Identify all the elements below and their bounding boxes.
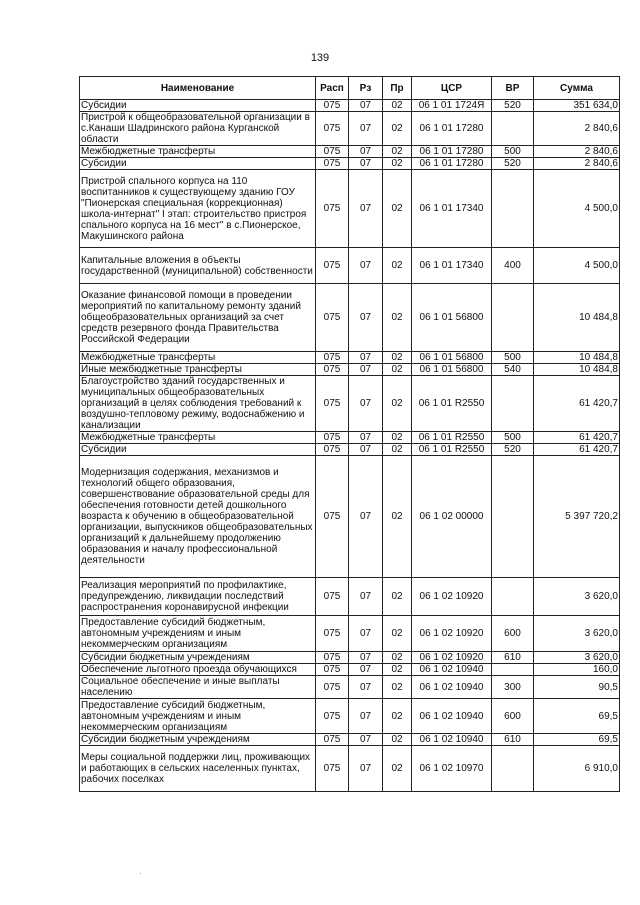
cell-csr: 06 1 01 56800 — [412, 352, 492, 364]
cell-sum: 2 840,6 — [534, 146, 620, 158]
cell-csr: 06 1 02 00000 — [412, 456, 492, 578]
cell-rasp: 075 — [316, 112, 349, 146]
table-row — [80, 170, 620, 248]
cell-rasp: 075 — [316, 146, 349, 158]
cell-sum: 61 420,7 — [534, 444, 620, 456]
budget-table — [79, 76, 620, 792]
cell-vr — [492, 112, 534, 146]
cell-pr: 02 — [383, 158, 412, 170]
cell-name: Субсидии бюджетным учреждениям — [80, 734, 316, 746]
cell-rz: 07 — [349, 146, 383, 158]
cell-vr: 520 — [492, 444, 534, 456]
cell-rasp: 075 — [316, 376, 349, 432]
cell-vr: 600 — [492, 699, 534, 734]
cell-pr: 02 — [383, 352, 412, 364]
table-row — [80, 248, 620, 284]
cell-vr — [492, 578, 534, 616]
column-header-csr: ЦСР — [412, 77, 492, 100]
scan-speck — [140, 873, 141, 874]
cell-rz: 07 — [349, 616, 383, 652]
cell-csr: 06 1 02 10940 — [412, 734, 492, 746]
column-header-sum: Сумма — [534, 77, 620, 100]
cell-vr: 520 — [492, 100, 534, 112]
cell-sum: 3 620,0 — [534, 578, 620, 616]
cell-rasp: 075 — [316, 734, 349, 746]
cell-sum: 61 420,7 — [534, 376, 620, 432]
cell-name: Модернизация содержания, механизмов и технологий общего образования, совершенствование образовательной среды для обеспечения готовности детей дошкольного возраста к обучению в общеобразовательной организации, выпускников общеобразовательных организаций к дальнейшему продолжению образования и началу профессиональной деятельности — [80, 456, 316, 578]
cell-sum: 10 484,8 — [534, 352, 620, 364]
cell-name: Капитальные вложения в объекты государственной (муниципальной) собственности — [80, 248, 316, 284]
cell-rz: 07 — [349, 376, 383, 432]
cell-rasp: 075 — [316, 456, 349, 578]
cell-vr — [492, 664, 534, 676]
cell-rasp: 075 — [316, 676, 349, 699]
cell-csr: 06 1 02 10940 — [412, 664, 492, 676]
cell-name: Оказание финансовой помощи в проведении мероприятий по капитальному ремонту зданий общеобразовательных организаций за счет средств резервного фонда Правительства Российской Федерации — [80, 284, 316, 352]
table-row — [80, 444, 620, 456]
cell-rz: 07 — [349, 284, 383, 352]
cell-rz: 07 — [349, 664, 383, 676]
column-header-vr: ВР — [492, 77, 534, 100]
cell-rz: 07 — [349, 158, 383, 170]
table-row — [80, 664, 620, 676]
cell-sum: 61 420,7 — [534, 432, 620, 444]
cell-csr: 06 1 01 56800 — [412, 284, 492, 352]
cell-csr: 06 1 02 10940 — [412, 676, 492, 699]
cell-pr: 02 — [383, 652, 412, 664]
table-row — [80, 100, 620, 112]
cell-rasp: 075 — [316, 444, 349, 456]
cell-rasp: 075 — [316, 616, 349, 652]
cell-name: Предоставление субсидий бюджетным, автономным учреждениям и иным некоммерческим организациям — [80, 616, 316, 652]
cell-pr: 02 — [383, 444, 412, 456]
cell-pr: 02 — [383, 699, 412, 734]
cell-sum: 4 500,0 — [534, 248, 620, 284]
cell-name: Межбюджетные трансферты — [80, 352, 316, 364]
cell-name: Пристрой к общеобразовательной организации в с.Канаши Шадринского района Курганской области — [80, 112, 316, 146]
cell-sum: 2 840,6 — [534, 158, 620, 170]
cell-rz: 07 — [349, 734, 383, 746]
cell-rz: 07 — [349, 112, 383, 146]
cell-rz: 07 — [349, 100, 383, 112]
cell-rasp: 075 — [316, 578, 349, 616]
cell-rasp: 075 — [316, 652, 349, 664]
cell-rasp: 075 — [316, 746, 349, 792]
cell-pr: 02 — [383, 146, 412, 158]
cell-csr: 06 1 02 10920 — [412, 616, 492, 652]
cell-rasp: 075 — [316, 248, 349, 284]
cell-rz: 07 — [349, 456, 383, 578]
cell-name: Субсидии — [80, 444, 316, 456]
cell-pr: 02 — [383, 284, 412, 352]
cell-rz: 07 — [349, 699, 383, 734]
cell-sum: 5 397 720,2 — [534, 456, 620, 578]
cell-sum: 6 910,0 — [534, 746, 620, 792]
cell-rz: 07 — [349, 248, 383, 284]
table-row — [80, 652, 620, 664]
cell-sum: 351 634,0 — [534, 100, 620, 112]
cell-name: Меры социальной поддержки лиц, проживающих и работающих в сельских населенных пунктах, рабочих поселках — [80, 746, 316, 792]
cell-csr: 06 1 01 1724Я — [412, 100, 492, 112]
cell-rz: 07 — [349, 444, 383, 456]
cell-pr: 02 — [383, 616, 412, 652]
cell-pr: 02 — [383, 456, 412, 578]
cell-rasp: 075 — [316, 352, 349, 364]
cell-name: Реализация мероприятий по профилактике, предупреждению, ликвидации последствий распространения коронавирусной инфекции — [80, 578, 316, 616]
cell-vr: 500 — [492, 352, 534, 364]
cell-csr: 06 1 01 R2550 — [412, 432, 492, 444]
cell-name: Субсидии бюджетным учреждениям — [80, 652, 316, 664]
table-row — [80, 158, 620, 170]
cell-name: Субсидии — [80, 100, 316, 112]
cell-sum: 90,5 — [534, 676, 620, 699]
cell-rz: 07 — [349, 676, 383, 699]
cell-vr: 500 — [492, 146, 534, 158]
cell-sum: 10 484,8 — [534, 364, 620, 376]
cell-sum: 160,0 — [534, 664, 620, 676]
table-row — [80, 456, 620, 578]
table-row — [80, 432, 620, 444]
cell-rasp: 075 — [316, 158, 349, 170]
cell-vr — [492, 456, 534, 578]
cell-vr: 400 — [492, 248, 534, 284]
cell-pr: 02 — [383, 112, 412, 146]
cell-vr: 540 — [492, 364, 534, 376]
cell-vr — [492, 376, 534, 432]
cell-name: Субсидии — [80, 158, 316, 170]
table-row — [80, 734, 620, 746]
cell-name: Межбюджетные трансферты — [80, 146, 316, 158]
cell-csr: 06 1 02 10940 — [412, 699, 492, 734]
cell-pr: 02 — [383, 248, 412, 284]
cell-name: Предоставление субсидий бюджетным, автономным учреждениям и иным некоммерческим организациям — [80, 699, 316, 734]
cell-vr — [492, 284, 534, 352]
cell-rasp: 075 — [316, 432, 349, 444]
cell-rasp: 075 — [316, 284, 349, 352]
cell-vr: 610 — [492, 652, 534, 664]
cell-csr: 06 1 02 10920 — [412, 578, 492, 616]
table-body — [80, 100, 620, 792]
cell-csr: 06 1 01 17280 — [412, 112, 492, 146]
table-row — [80, 578, 620, 616]
cell-sum: 3 620,0 — [534, 652, 620, 664]
cell-csr: 06 1 01 R2550 — [412, 376, 492, 432]
cell-vr: 600 — [492, 616, 534, 652]
cell-csr: 06 1 01 R2550 — [412, 444, 492, 456]
cell-rz: 07 — [349, 352, 383, 364]
cell-pr: 02 — [383, 364, 412, 376]
table-row — [80, 376, 620, 432]
cell-name: Обеспечение льготного проезда обучающихся — [80, 664, 316, 676]
cell-name: Иные межбюджетные трансферты — [80, 364, 316, 376]
cell-rz: 07 — [349, 578, 383, 616]
cell-csr: 06 1 02 10970 — [412, 746, 492, 792]
cell-rasp: 075 — [316, 170, 349, 248]
cell-pr: 02 — [383, 664, 412, 676]
cell-name: Пристрой спального корпуса на 110 воспитанников к существующему зданию ГОУ "Пионерская специальная (коррекционная) школа-интернат" I этап: строительство пристроя спального корпуса на 16 мест" в с.Пионерское, Макушинского района — [80, 170, 316, 248]
page-number: 139 — [310, 52, 330, 64]
cell-rz: 07 — [349, 432, 383, 444]
cell-csr: 06 1 02 10920 — [412, 652, 492, 664]
table-row — [80, 146, 620, 158]
column-header-rasp: Расп — [316, 77, 349, 100]
cell-pr: 02 — [383, 578, 412, 616]
cell-pr: 02 — [383, 100, 412, 112]
cell-rz: 07 — [349, 746, 383, 792]
cell-vr: 500 — [492, 432, 534, 444]
cell-sum: 69,5 — [534, 699, 620, 734]
cell-rasp: 075 — [316, 364, 349, 376]
cell-rasp: 075 — [316, 664, 349, 676]
table-row — [80, 676, 620, 699]
cell-rasp: 075 — [316, 100, 349, 112]
cell-vr: 520 — [492, 158, 534, 170]
cell-pr: 02 — [383, 432, 412, 444]
table-row — [80, 699, 620, 734]
cell-name: Социальное обеспечение и иные выплаты населению — [80, 676, 316, 699]
cell-vr: 610 — [492, 734, 534, 746]
cell-pr: 02 — [383, 734, 412, 746]
table-row — [80, 364, 620, 376]
cell-pr: 02 — [383, 376, 412, 432]
cell-sum: 2 840,6 — [534, 112, 620, 146]
cell-csr: 06 1 01 17340 — [412, 170, 492, 248]
cell-csr: 06 1 01 56800 — [412, 364, 492, 376]
column-header-name: Наименование — [80, 77, 316, 100]
table-header-row — [80, 77, 620, 100]
cell-sum: 4 500,0 — [534, 170, 620, 248]
cell-vr: 300 — [492, 676, 534, 699]
cell-rasp: 075 — [316, 699, 349, 734]
cell-sum: 3 620,0 — [534, 616, 620, 652]
table-row — [80, 112, 620, 146]
table-row — [80, 284, 620, 352]
cell-rz: 07 — [349, 364, 383, 376]
cell-pr: 02 — [383, 170, 412, 248]
cell-pr: 02 — [383, 676, 412, 699]
cell-pr: 02 — [383, 746, 412, 792]
cell-csr: 06 1 01 17280 — [412, 146, 492, 158]
cell-rz: 07 — [349, 652, 383, 664]
cell-name: Благоустройство зданий государственных и муниципальных общеобразовательных организаций в целях соблюдения требований к воздушно-тепловому режиму, водоснабжению и канализации — [80, 376, 316, 432]
column-header-pr: Пр — [383, 77, 412, 100]
cell-sum: 69,5 — [534, 734, 620, 746]
cell-rz: 07 — [349, 170, 383, 248]
cell-name: Межбюджетные трансферты — [80, 432, 316, 444]
cell-sum: 10 484,8 — [534, 284, 620, 352]
cell-csr: 06 1 01 17280 — [412, 158, 492, 170]
table-row — [80, 746, 620, 792]
column-header-rz: Рз — [349, 77, 383, 100]
table-row — [80, 616, 620, 652]
cell-csr: 06 1 01 17340 — [412, 248, 492, 284]
cell-vr — [492, 746, 534, 792]
cell-vr — [492, 170, 534, 248]
table-row — [80, 352, 620, 364]
